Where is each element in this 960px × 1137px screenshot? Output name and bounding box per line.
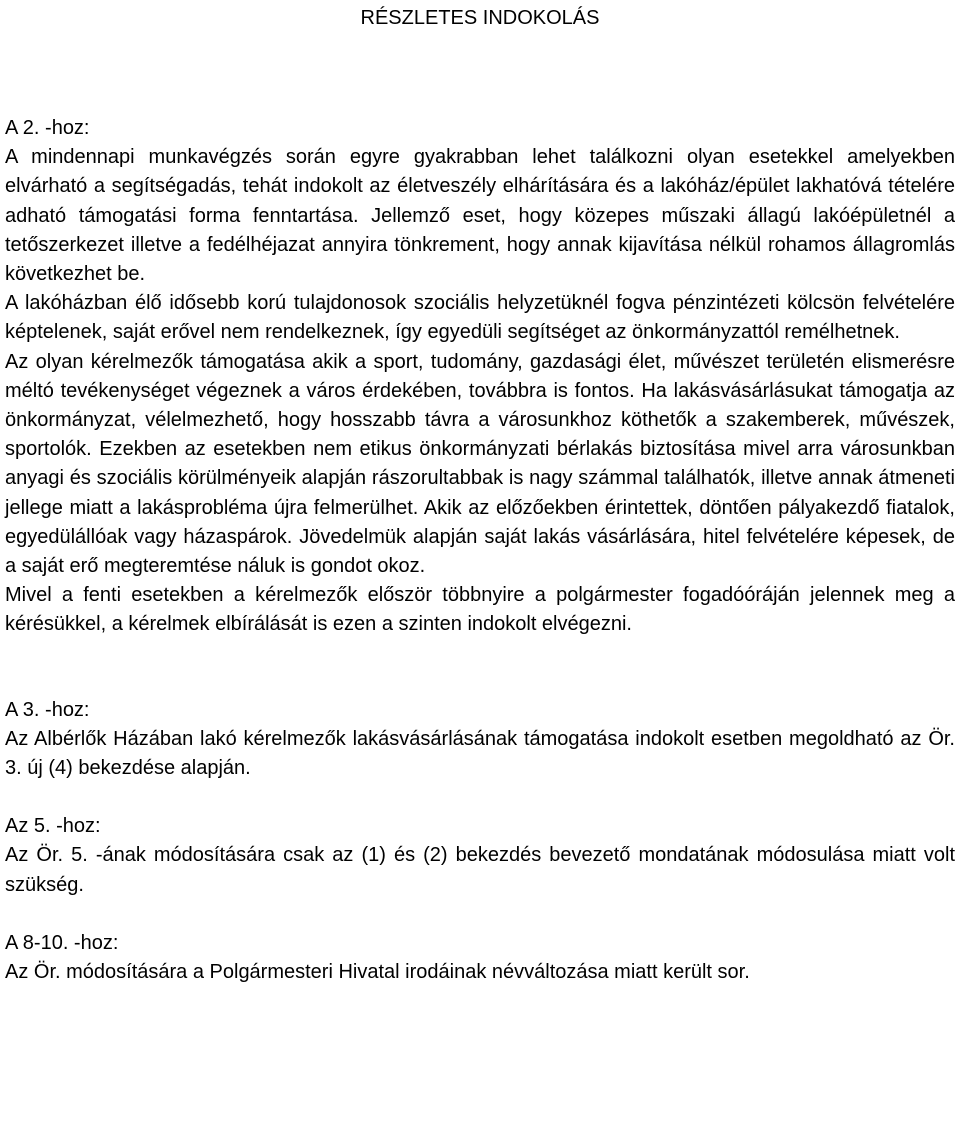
spacer: [5, 36, 955, 114]
document-page: [5, 0, 955, 987]
paragraph: Az Albérlők Házában lakó kérelmezők lakásvásárlásának támogatása indokolt esetben megoldható az Ör. 3. új (4) bekezdése alapján.: [5, 727, 955, 780]
paragraph: A mindennapi munkavégzés során egyre gyakrabban lehet találkozni olyan esetekkel amelyekben elvárható a segítségadás, tehát indokolt az életveszély elhárítására és a lakóház/épület lakhatóvá tételére adható támogatási forma fenntartása. Jellemző eset, hogy közepes műszaki állagú lakóépületnél a tetőszerkezet illetve a fedélhéjazat annyira tönkrement, hogy annak kijavítása nélkül rohamos állagromlás következhet be.: [5, 146, 955, 286]
section-3: [5, 696, 955, 784]
section-heading: Az 5. -hoz:: [5, 815, 101, 838]
section-8-10: [5, 929, 955, 987]
paragraph: Mivel a fenti esetekben a kérelmezők először többnyire a polgármester fogadóóráján jelennek meg a kérésükkel, a kérelmek elbírálását is ezen a szinten indokolt elvégezni.: [5, 584, 955, 636]
paragraph: A lakóházban élő idősebb korú tulajdonosok szociális helyzetüknél fogva pénzintézeti kölcsön felvételére képtelenek, saját erővel nem rendelkeznek, így egyedüli segítséget az önkormányzattól remélhetnek.: [5, 292, 955, 344]
spacer: [5, 900, 955, 929]
section-heading: A 2. -hoz:: [5, 117, 90, 139]
paragraph: Az olyan kérelmezők támogatása akik a sport, tudomány, gazdasági élet, művészet területén elismerésre méltó tevékenységet végeznek a város érdekében, továbbra is fontos. Ha lakásvásárlásukat támogatja az önkormányzat, vélelmezhető, hogy hosszabb távra a városunkhoz köthetők a szakemberek, művészek, sportolók. Ezekben az esetekben nem etikus önkormányzati bérlakás biztosítása mivel arra városunkban anyagi és szociális körülményeik alapján rászorultabbak is nagy számmal találhatók, illetve annak átmeneti jellege miatt a lakásprobléma újra felmerülhet. Akik az előzőekben érintettek, döntően pályakezdő fiatalok, egyedülállóak vagy házaspárok. Jövedelmük alapján saját lakás vásárlására, hitel felvételére képesek, de a saját erő megteremtése náluk is gondot okoz.: [5, 350, 955, 578]
section-heading: A 3. -hoz:: [5, 698, 90, 721]
document-title: RÉSZLETES INDOKOLÁS: [360, 7, 600, 29]
spacer: [5, 640, 955, 696]
section-heading: A 8-10. -hoz:: [5, 931, 119, 954]
spacer: [5, 783, 955, 812]
paragraph: Az Ör. módosítására a Polgármesteri Hivatal irodáinak névváltozása miatt került sor.: [5, 961, 750, 984]
paragraph: Az Ör. 5. -ának módosítására csak az (1) és (2) bekezdés bevezető mondatának módosulása miatt volt szükség.: [5, 844, 955, 896]
section-2: [5, 114, 955, 640]
section-5: [5, 812, 955, 900]
